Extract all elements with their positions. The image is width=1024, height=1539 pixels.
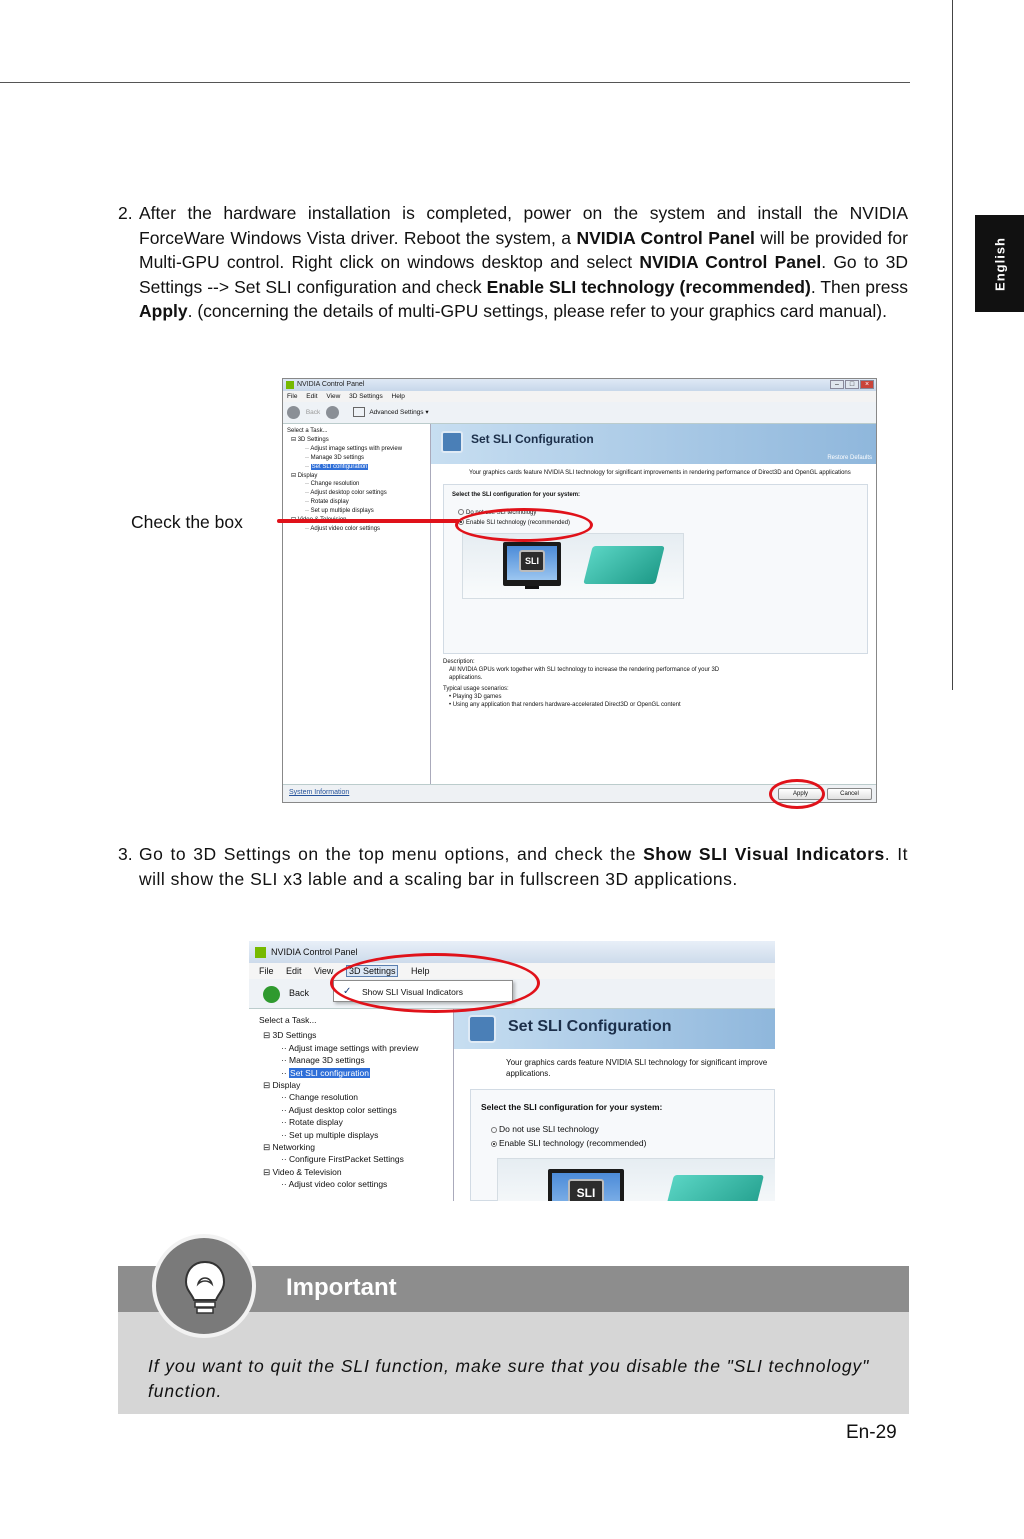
task-pane: Select a Task... ⊟ 3D Settings ·· Adjust image settings with preview ·· Manage 3D settings ·· Set SLI configuration ⊟ Display ·· Change resolution ·· Adjust desktop color settings ·· Rotate display ·· Set up multiple displays ⊟ Networking ·· Configure FirstPacket Settings ⊟ Video & Television ·· Adjust video color settings (249, 1009, 454, 1201)
advanced-settings-menu[interactable]: Advanced Settings (369, 409, 424, 416)
panel-title: Set SLI Configuration (508, 1018, 672, 1035)
menu-edit[interactable]: Edit (286, 966, 302, 976)
menu-view[interactable]: View (314, 966, 334, 976)
usage-title: Typical usage scenarios: (443, 686, 509, 692)
tree-item[interactable]: Adjust desktop color settings (288, 1104, 397, 1115)
toolbar: Back Advanced Settings ▾ (283, 402, 876, 424)
content-header (454, 1009, 775, 1049)
tree-item-selected[interactable]: Set SLI configuration (290, 1067, 369, 1078)
tree-item[interactable]: Change resolution (289, 1092, 359, 1103)
window-title-bar (249, 941, 775, 963)
usage-item: • Using any application that renders hardware-accelerated Direct3D or OpenGL content (449, 702, 681, 708)
tree-item[interactable]: Video & Television (272, 1166, 342, 1177)
content-pane (454, 1009, 775, 1201)
sli-illustration (462, 533, 684, 599)
close-button[interactable]: × (860, 380, 874, 389)
tree-item[interactable]: Adjust desktop color settings (310, 490, 387, 497)
lightbulb-icon (152, 1234, 256, 1338)
lightbulb-glyph-icon (178, 1256, 232, 1320)
language-tab (975, 215, 1024, 312)
menu-help[interactable]: Help (391, 393, 405, 400)
apply-button[interactable]: Apply (778, 788, 823, 800)
step-2-text: After the hardware installation is completed, power on the system and install the NVIDIA ForceWare Windows Vista driver. Reboot the system, a NVIDIA Control Panel will be provided for Multi-GPU control. Right click on windows desktop and select NVIDIA Control Panel. Go to 3D Settings --> Set SLI configuration and check Enable SLI technology (recommended). Then press Apply. (concerning the details of multi-GPU settings, please refer to your graphics card manual). (139, 203, 909, 321)
menu-edit[interactable]: Edit (306, 393, 318, 400)
intro-text: Your graphics cards feature NVIDIA SLI technology for significant improve applications. (506, 1058, 768, 1078)
tree-item[interactable]: Rotate display (289, 1117, 343, 1128)
option-enable-sli[interactable]: Enable SLI technology (recommended) (491, 1138, 646, 1148)
back-arrow-icon[interactable] (263, 986, 280, 1003)
side-rule (952, 0, 953, 690)
highlight-ring-enable-sli (455, 508, 593, 542)
tree-item[interactable]: Adjust video color settings (310, 525, 381, 532)
content-pane (431, 424, 876, 784)
tree-item[interactable]: Adjust video color settings (288, 1179, 388, 1190)
option-disable-sli[interactable]: Do not use SLI technology (491, 1124, 599, 1134)
nvidia-logo-icon (255, 947, 266, 958)
highlight-ring-menu (330, 953, 540, 1013)
sli-illustration (497, 1158, 775, 1201)
task-pane-title: Select a Task... (259, 1015, 317, 1025)
page-number: En-29 (846, 1422, 897, 1443)
select-label: Select the SLI configuration for your system: (452, 492, 581, 498)
option-disable-sli[interactable]: Do not use SLI technology (458, 509, 536, 517)
radio-selected-icon[interactable] (491, 1141, 497, 1147)
tree-item[interactable]: Manage 3D settings (289, 1055, 365, 1066)
sli-badge: SLI (519, 550, 545, 572)
important-title: Important (286, 1274, 397, 1301)
control-panel-icon (441, 431, 463, 453)
tree-item[interactable]: Change resolution (310, 481, 360, 488)
home-grid-icon[interactable] (353, 407, 365, 417)
content-header (431, 424, 876, 464)
tree-item[interactable]: Networking (272, 1142, 316, 1153)
cancel-button[interactable]: Cancel (827, 788, 872, 800)
tree-item[interactable]: Configure FirstPacket Settings (289, 1154, 404, 1165)
maximize-button[interactable]: □ (845, 380, 859, 389)
task-pane: Select a Task... ⊟ 3D Settings ·· Adjust image settings with preview ·· Manage 3D settings ·· Set SLI configuration ⊟ Display ·· Change resolution ·· Adjust desktop color settings ·· Rotate display ·· Set up multiple displays ·· Adjust video color settings (283, 424, 431, 784)
sli-badge: SLI (568, 1179, 604, 1201)
menu-view[interactable]: View (326, 393, 341, 400)
tree-item-selected[interactable]: Set SLI configuration (311, 463, 368, 470)
menu-bar (283, 391, 876, 402)
option-enable-sli[interactable]: Enable SLI technology (recommended) (458, 519, 570, 527)
menu-help[interactable]: Help (410, 966, 430, 976)
nvidia-control-panel-screenshot-1 (282, 378, 877, 803)
back-label[interactable]: Back (289, 988, 310, 998)
step-3-text: Go to 3D Settings on the top menu options, and check the Show SLI Visual Indicators. It will show the SLI x3 lable and a scaling bar in fullscreen 3D applications. (139, 844, 909, 889)
language-tab-label: English (992, 236, 1007, 291)
back-arrow-icon[interactable] (287, 406, 300, 419)
menu-3d-settings[interactable]: 3D Settings (349, 393, 383, 400)
tree-item[interactable]: Set up multiple displays (289, 1129, 379, 1140)
important-text: If you want to quit the SLI function, make sure that you disable the "SLI technology" function. (148, 1356, 870, 1401)
restore-defaults-link[interactable]: Restore Defaults (827, 455, 872, 461)
tree-item[interactable]: Display (272, 1080, 301, 1091)
checkmark-icon: ✓ (343, 986, 352, 997)
intro-text: Your graphics cards feature NVIDIA SLI technology for significant improvements in rendering performance of Direct3D and OpenGL applications (469, 470, 851, 476)
highlight-ring-apply (769, 779, 825, 809)
window-title-bar (283, 379, 876, 391)
task-pane-title: Select a Task... (287, 428, 328, 434)
select-label: Select the SLI configuration for your system: (481, 1102, 663, 1112)
step-3 (118, 842, 908, 891)
step-2-number: 2. (118, 203, 133, 223)
tree-item[interactable]: Display (297, 472, 318, 479)
minimize-button[interactable]: – (830, 380, 844, 389)
show-sli-visual-indicators-item[interactable]: Show SLI Visual Indicators (362, 987, 463, 997)
sli-select-box (470, 1089, 775, 1201)
forward-arrow-icon[interactable] (326, 406, 339, 419)
radio-icon[interactable] (458, 509, 464, 515)
back-label[interactable]: Back (305, 409, 321, 416)
radio-icon[interactable] (491, 1127, 497, 1133)
callout-line (277, 519, 460, 523)
menu-3d-settings[interactable]: 3D Settings (346, 965, 399, 977)
menu-file[interactable]: File (259, 966, 274, 976)
tree-item[interactable]: 3D Settings (272, 1030, 317, 1041)
description-text: All NVIDIA GPUs work together with SLI technology to increase the rendering performance of your 3D applications. (449, 667, 720, 681)
motherboard-image (662, 1175, 764, 1201)
callout-label: Check the box (131, 512, 243, 532)
menu-file[interactable]: File (287, 393, 298, 400)
tree-item[interactable]: Adjust image settings with preview (288, 1042, 419, 1053)
window-title: NVIDIA Control Panel (297, 381, 365, 388)
top-rule (0, 82, 910, 83)
description-block (443, 658, 753, 709)
panel-title: Set SLI Configuration (471, 432, 594, 446)
tree-item[interactable]: Adjust image settings with preview (310, 445, 403, 452)
control-panel-icon (468, 1015, 496, 1043)
step-2 (118, 201, 908, 324)
tree-item[interactable]: Manage 3D settings (310, 454, 365, 461)
description-title: Description: (443, 659, 475, 665)
nvidia-logo-icon (286, 381, 294, 389)
usage-item: • Playing 3D games (449, 694, 502, 700)
tree-item[interactable]: 3D Settings (297, 436, 329, 443)
system-information-link[interactable]: System Information (289, 789, 350, 796)
window-title: NVIDIA Control Panel (271, 947, 358, 957)
motherboard-image (583, 546, 664, 584)
step-3-number: 3. (118, 844, 133, 864)
tree-item[interactable]: Set up multiple displays (310, 508, 374, 515)
tree-item[interactable]: Rotate display (310, 499, 349, 506)
